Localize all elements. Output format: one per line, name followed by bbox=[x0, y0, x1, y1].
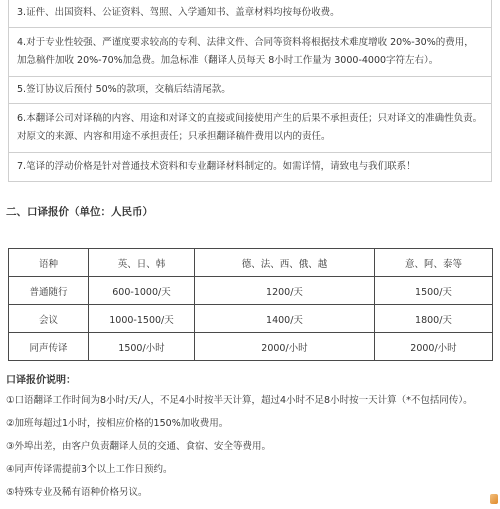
header-cell-language: 语种 bbox=[9, 249, 89, 277]
note-row bbox=[9, 104, 492, 153]
note-row bbox=[9, 77, 492, 104]
note-7: 7.笔译的浮动价格是针对普通技术资料和专业翻译材料制定的。如需详情，请致电与我们联系！ bbox=[9, 153, 492, 182]
header-cell-it-ar-th: 意、阿、泰等 bbox=[375, 249, 493, 277]
corner-decoration-icon bbox=[490, 494, 498, 504]
price-table bbox=[8, 248, 493, 361]
header-cell-de-fr-es-ru-vi: 德、法、西、俄、越 bbox=[195, 249, 375, 277]
price-cell: 1200/天 bbox=[195, 277, 375, 305]
price-cell: 2000/小时 bbox=[195, 333, 375, 361]
explain-item: ③外埠出差，由客户负责翻译人员的交通、食宿、安全等费用。 bbox=[6, 441, 272, 452]
note-5: 5.签订协议后预付 50%的款项，交稿后结清尾款。 bbox=[9, 77, 492, 104]
note-6: 6.本翻译公司对译稿的内容、用途和对译文的直接或间接使用产生的后果不承担责任；只对译文的准确性负责。对原文的来源、内容和用途不承担责任；只承担翻译稿件费用以内的责任。 bbox=[9, 104, 492, 153]
notes-table bbox=[8, 0, 492, 182]
price-row bbox=[9, 277, 493, 305]
price-cell: 2000/小时 bbox=[375, 333, 493, 361]
price-cell: 1500/小时 bbox=[89, 333, 195, 361]
explain-list bbox=[6, 394, 498, 509]
row-label: 会议 bbox=[9, 305, 89, 333]
note-4: 4.对于专业性较强、严谨度要求较高的专利、法律文件、合同等资料将根据技术难度增收 20%-30%的费用，加急稿件加收 20%-70%加急费。加急标准（翻译人员每天 8小时工作量为 3000-4000字符左右）。 bbox=[9, 28, 492, 77]
explain-title: 口译报价说明： bbox=[6, 375, 76, 386]
price-cell: 600-1000/天 bbox=[89, 277, 195, 305]
price-cell: 1800/天 bbox=[375, 305, 493, 333]
note-3: 3.证件、出国资料、公证资料、驾照、入学通知书、盖章材料均按每份收费。 bbox=[9, 0, 492, 28]
price-cell: 1500/天 bbox=[375, 277, 493, 305]
note-row bbox=[9, 0, 492, 28]
price-row bbox=[9, 333, 493, 361]
explain-item: ①口语翻译工作时间为8小时/天/人，不足4小时按半天计算，超过4小时不足8小时按一天计算（*不包括同传）。 bbox=[6, 395, 473, 406]
row-label: 同声传译 bbox=[9, 333, 89, 361]
explain-item: ⑤特殊专业及稀有语种价格另议。 bbox=[6, 487, 148, 498]
price-row bbox=[9, 305, 493, 333]
note-row bbox=[9, 153, 492, 182]
price-cell: 1000-1500/天 bbox=[89, 305, 195, 333]
note-row bbox=[9, 28, 492, 77]
row-label: 普通随行 bbox=[9, 277, 89, 305]
header-cell-en-ja-ko: 英、日、韩 bbox=[89, 249, 195, 277]
section-title: 二、口译报价（单位：人民币） bbox=[6, 206, 153, 218]
price-cell: 1400/天 bbox=[195, 305, 375, 333]
price-header-row bbox=[9, 249, 493, 277]
explain-item: ②加班每超过1小时，按相应价格的150%加收费用。 bbox=[6, 418, 229, 429]
explain-item: ④同声传译需提前3个以上工作日预约。 bbox=[6, 464, 173, 475]
